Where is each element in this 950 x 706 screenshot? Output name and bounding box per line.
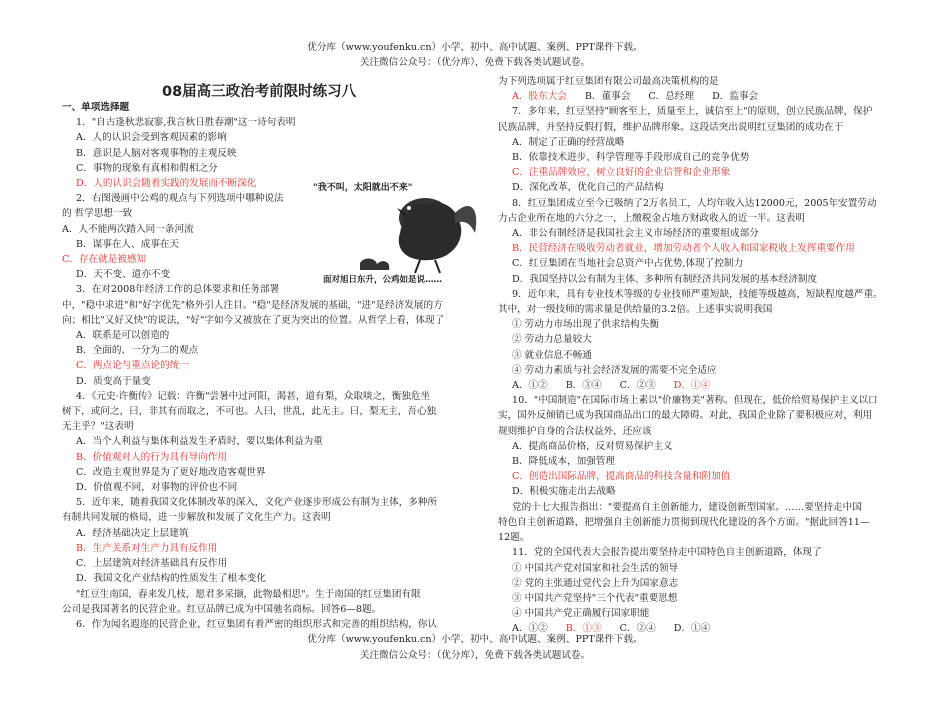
text-line: 民族品牌，并坚持反假打假，维护品牌形象。这段话突出说明红豆集团的成功在于 [498, 121, 844, 133]
text-line: 5．近年来，随着我国文化体制改革的深入，文化产业逐步形成公有制为主体，多种所 [76, 497, 438, 509]
text-line: 向；相比"又好又快"的说法，"好"字如今又被放在了更为突出的位置。从哲学上看，体现了 [62, 314, 445, 326]
text-line: D．深化改革，优化自己的产品结构 [512, 182, 664, 194]
text-line: 实，国外反倾销已成为我国商品出口的最大障碍。对此，我国企业除了要积极应对，利用 [498, 410, 873, 422]
text-line: ① 劳动力市场出现了供求结构失衡 [512, 319, 659, 331]
text-line: 特色自主创新道路，把增强自主创新能力贯彻到现代化建设的各个方面。"据此回答11— [498, 516, 870, 528]
text-line: 树下，或问之，曰，非其有而取之，不可也。人曰，世乱，此无主。曰，梨无主，吾心独 [62, 406, 437, 418]
text-line: D．人的认识会随着实践的发展而不断深化 [76, 178, 257, 190]
header-line-2: 关注微信公众号：（优分库），免费下载各类试题试卷。 [359, 57, 591, 68]
text-line: B．意识是人脑对客观事物的主观反映 [76, 147, 237, 159]
footer-line-1: 优分库（www.youfenku.cn）小学、初中、高中试题、案例、PPT课件下载。 [307, 634, 643, 645]
option-text: C．②③ [619, 380, 656, 392]
text-line: A．人不能两次踏入同一条河流 [62, 223, 194, 235]
left-column [62, 82, 492, 632]
text-line: A．人的认识会受到客观因素的影响 [76, 132, 227, 144]
text-line: ④ 中国共产党正确履行国家职能 [512, 608, 650, 620]
text-line: ③ 中国共产党坚持"三个代表"重要思想 [512, 592, 678, 604]
text-line: D．质变高于量变 [76, 375, 151, 387]
text-line: C．注重品牌效应，树立良好的企业信誉和企业形象 [512, 167, 731, 179]
page-title: 08届高三政治考前限时练习八 [162, 84, 357, 100]
text-line: C．上层建筑对经济基础具有反作用 [76, 558, 228, 570]
header-line-1: 优分库（www.youfenku.cn）小学、初中、高中试题、案例、PPT课件下载。 [307, 42, 643, 53]
text-line: 4．《元史·许衡传》记载：许衡"尝暑中过河阳，渴甚，道有梨，众取啖之，衡独危坐 [76, 390, 431, 402]
rooster-icon [360, 198, 476, 273]
text-line: "红豆生南国，春来发几枝，愿君多采撷，此物最相思"。生于南国的红豆集团有限 [76, 588, 421, 600]
text-line: B．民营经济在吸收劳动者就业，增加劳动者个人收入和国家税收上发挥重要作用 [512, 243, 855, 255]
text-line: 1．"自古逢秋悲寂寥,我言秋日胜春潮"这一诗句表明 [76, 117, 296, 129]
text-line: A．非公有制经济是我国社会主义市场经济的重要组成部分 [512, 228, 759, 240]
text-line: D．积极实施走出去战略 [512, 486, 616, 498]
text-line [498, 89, 898, 104]
text-line: B．降低成本，加强管理 [512, 456, 615, 468]
text-line: 11．党的全国代表大会报告提出要坚持走中国特色自主创新道路，体现了 [512, 547, 822, 559]
text-line: B．生产关系对生产力具有反作用 [76, 542, 218, 554]
text-line: 的 哲学思想一致 [62, 208, 133, 220]
cartoon-caption: 面对旭日东升，公鸡如是说…… [323, 275, 443, 284]
text-line: 12题。 [498, 532, 530, 544]
text-line: B．价值观对人的行为具有导向作用 [76, 451, 227, 463]
option-text: D．①④ [673, 623, 711, 635]
text-line: A．制定了正确的经营战略 [512, 136, 625, 148]
section-heading: 一、单项选择题 [62, 102, 130, 113]
text-line: D．我国文化产业结构的性质发生了根本变化 [76, 573, 266, 585]
text-line: 党的十七大报告指出："要提高自主创新能力，建设创新型国家。……要坚持走中国 [512, 501, 862, 513]
text-line: B．全面的、一分为二的观点 [76, 345, 199, 357]
option-text: D．监事会 [712, 91, 759, 103]
text-line: 无主乎？"这表明 [62, 421, 134, 433]
text-line: A．当个人利益与集体利益发生矛盾时，要以集体利益为重 [76, 436, 323, 448]
text-line: 3．在对2008年经济工作的总体要求和任务部署 [76, 284, 280, 296]
text-line: 2．右图漫画中公鸡的观点与下列选项中哪种说法 [76, 193, 284, 205]
text-line: 6．作为闻名遐迩的民营企业，红豆集团有着严密的组织形式和完善的组织结构，你认 [76, 618, 438, 630]
cartoon-speech: "我不叫，太阳就出不来" [313, 183, 413, 193]
text-line: ④ 劳动力素质与社会经济发展的需要不完全适应 [512, 364, 717, 376]
text-line: D．我国坚持以公有制为主体、多种所有制经济共同发展的基本经济制度 [512, 273, 818, 285]
text-line: 7．多年来，红豆坚持"顾客至上，质量至上，诚信至上"的原则，创立民族品牌，保护 [512, 106, 873, 118]
text-line: A．联系是可以创造的 [76, 330, 170, 342]
option-text: A．①② [512, 380, 548, 392]
option-text: C．总经理 [648, 91, 695, 103]
text-line: C．两点论与重点论的统一 [76, 360, 189, 372]
text-line: 10．"中国制造"在国际市场上素以"价廉物美"著称。但现在，低价给贸易保护主义以口 [512, 395, 878, 407]
right-column [498, 74, 898, 637]
text-line: A．提高商品价格，反对贸易保护主义 [512, 440, 673, 452]
text-line: 有制共同发展的格局，进一步解放和发展了文化生产力。这表明 [62, 512, 331, 524]
text-line: D．价值观不同，对事物的评价也不同 [76, 482, 238, 494]
text-line: C．红豆集团在当地社会总资产中占优势,体现了控制力 [512, 258, 744, 270]
option-text: C．②④ [619, 623, 656, 635]
text-line: 8．红豆集团成立至今已吸纳了2万名员工，人均年收入达12000元，2005年安置劳动 [512, 197, 877, 209]
text-line: C．改造主观世界是为了更好地改造客观世界 [76, 466, 266, 478]
text-line: 9．近年来，具有专业技术等级的专业技师严重短缺，技能等级越高，短缺程度越严重。 [512, 288, 883, 300]
text-line: C．事物的现象有真相和假相之分 [76, 162, 218, 174]
text-line: 为下列选项属于红豆集团有限公司最高决策机构的是 [498, 76, 719, 87]
text-line [498, 378, 898, 393]
option-text: A．①② [512, 623, 548, 635]
footer-line-2: 关注微信公众号：（优分库），免费下载各类试题试卷。 [359, 650, 591, 661]
text-line: ② 劳动力总量较大 [512, 334, 592, 346]
text-line: 规则维护自身的合法权益外，还应该 [498, 425, 652, 437]
text-line: B．依靠技术进步、科学管理等手段形成自己的竞争优势 [512, 152, 750, 164]
text-line: C．存在就是被感知 [62, 254, 147, 266]
text-line: ① 中国共产党对国家和社会生活的领导 [512, 562, 679, 574]
text-line: 其中，对一级技师的需求量是供给量的3.2倍。上述事实说明我国 [498, 304, 773, 316]
text-line: B．谋事在人、成事在天 [76, 238, 179, 250]
text-line: 公司是我国著名的民营企业。红豆品牌已成为中国驰名商标。回答6—8题。 [62, 603, 382, 615]
text-line: ③ 就业信息不畅通 [512, 349, 592, 361]
option-text: B．董事会 [584, 91, 631, 103]
option-text: D．①④ [673, 380, 711, 392]
text-line: A．经济基础决定上层建筑 [76, 527, 189, 539]
text-line: 力占企业所在地的六分之一，上缴税金占地方财政收入的近一半。这表明 [498, 212, 805, 224]
option-text: B．①③ [565, 623, 602, 635]
option-text: B．③④ [565, 380, 602, 392]
option-text: A．股东大会 [512, 91, 567, 103]
text-line: C．创造出国际品牌，提高商品的科技含量和附加值 [512, 471, 731, 483]
text-line: D．天不变、道亦不变 [76, 269, 171, 281]
text-line: ② 党的主张通过党代会上升为国家意志 [512, 577, 679, 589]
text-line: 中，"稳中求进"和"好字优先"格外引人注目。"稳"是经济发展的基础，"进"是经济发展的方 [62, 299, 443, 311]
rooster-cartoon [305, 178, 490, 284]
